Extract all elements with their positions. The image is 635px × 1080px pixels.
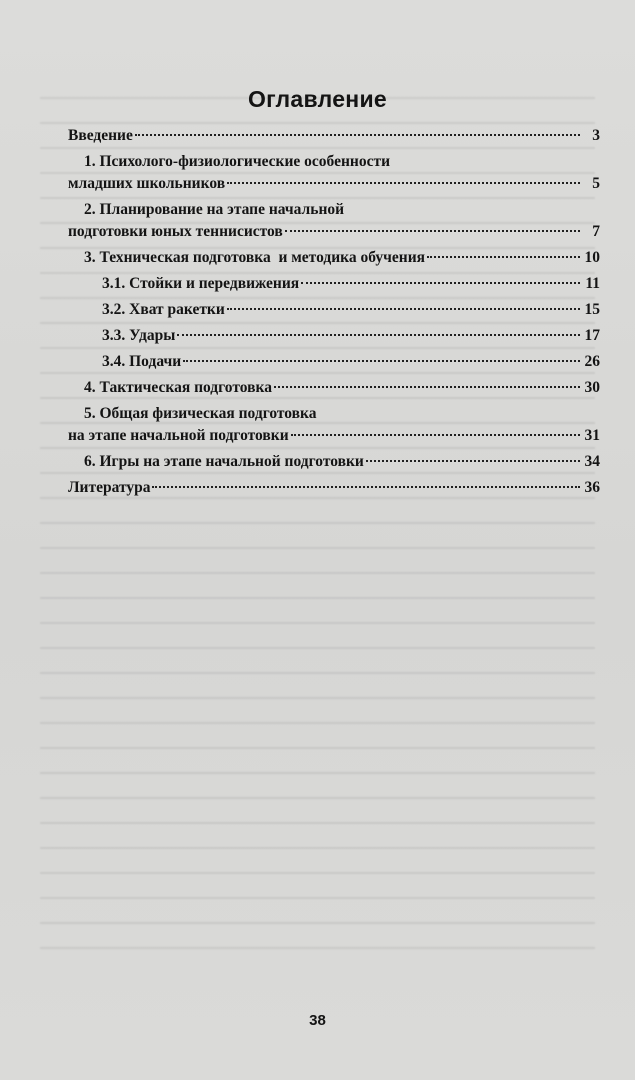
leader-dots (427, 256, 580, 258)
toc-entry-title: 3.3. Удары (102, 327, 176, 344)
toc-entry (68, 403, 600, 447)
page-title: Оглавление (247, 86, 388, 112)
leader-dots (274, 386, 580, 388)
toc-entry-title: 6. Игры на этапе начальной подготовки (84, 453, 364, 470)
page-number: 38 (309, 1012, 326, 1029)
leader-dots (366, 460, 580, 462)
toc-entry (68, 299, 600, 321)
toc-entry-title: 5. Общая физическая подготовка (84, 405, 317, 422)
toc-entry-page: 26 (584, 353, 600, 370)
table-of-contents (68, 125, 600, 499)
toc-entry (68, 199, 600, 243)
toc-entry-page: 11 (585, 275, 600, 292)
toc-entry-page: 7 (592, 223, 600, 240)
leader-dots (285, 230, 580, 232)
toc-entry-title: 4. Тактическая подготовка (84, 379, 272, 396)
toc-entry (68, 451, 600, 473)
toc-entry-title: Введение (68, 127, 133, 144)
toc-entry-page: 31 (584, 427, 600, 444)
toc-entry (68, 247, 600, 269)
toc-entry (68, 125, 600, 147)
toc-entry-title: 1. Психолого-физиологические особенности (84, 153, 391, 170)
toc-entry-title: 3. Техническая подготовка и методика обучения (84, 249, 426, 266)
toc-entry (68, 377, 600, 399)
toc-entry-title: 3.2. Хват ракетки (102, 301, 225, 318)
toc-entry-title: Литература (68, 479, 151, 496)
leader-dots (227, 182, 580, 184)
toc-entry (68, 325, 600, 347)
toc-entry (68, 351, 600, 373)
leader-dots (227, 308, 580, 310)
leader-dots (291, 434, 580, 436)
toc-entry-page: 34 (584, 453, 600, 470)
toc-entry (68, 477, 600, 499)
toc-entry-page: 5 (592, 175, 600, 192)
leader-dots (177, 334, 580, 336)
toc-entry-page: 3 (592, 127, 600, 144)
toc-entry-page: 17 (584, 327, 600, 344)
toc-entry-title-cont: на этапе начальной подготовки (68, 427, 289, 444)
toc-entry-title: 2. Планирование на этапе начальной (84, 201, 345, 218)
toc-entry-title: 3.1. Стойки и передвижения (102, 275, 300, 292)
toc-entry (68, 151, 600, 195)
toc-entry-page: 15 (584, 301, 600, 318)
leader-dots (152, 486, 580, 488)
leader-dots (135, 134, 580, 136)
toc-entry-title: 3.4. Подачи (102, 353, 182, 370)
leader-dots (301, 282, 580, 284)
toc-entry (68, 273, 600, 295)
leader-dots (183, 360, 580, 362)
toc-entry-page: 36 (584, 479, 600, 496)
toc-entry-page: 10 (584, 249, 600, 266)
toc-entry-title-cont: подготовки юных теннисистов (68, 223, 283, 240)
toc-entry-page: 30 (584, 379, 600, 396)
toc-entry-title-cont: младших школьников (68, 175, 226, 192)
